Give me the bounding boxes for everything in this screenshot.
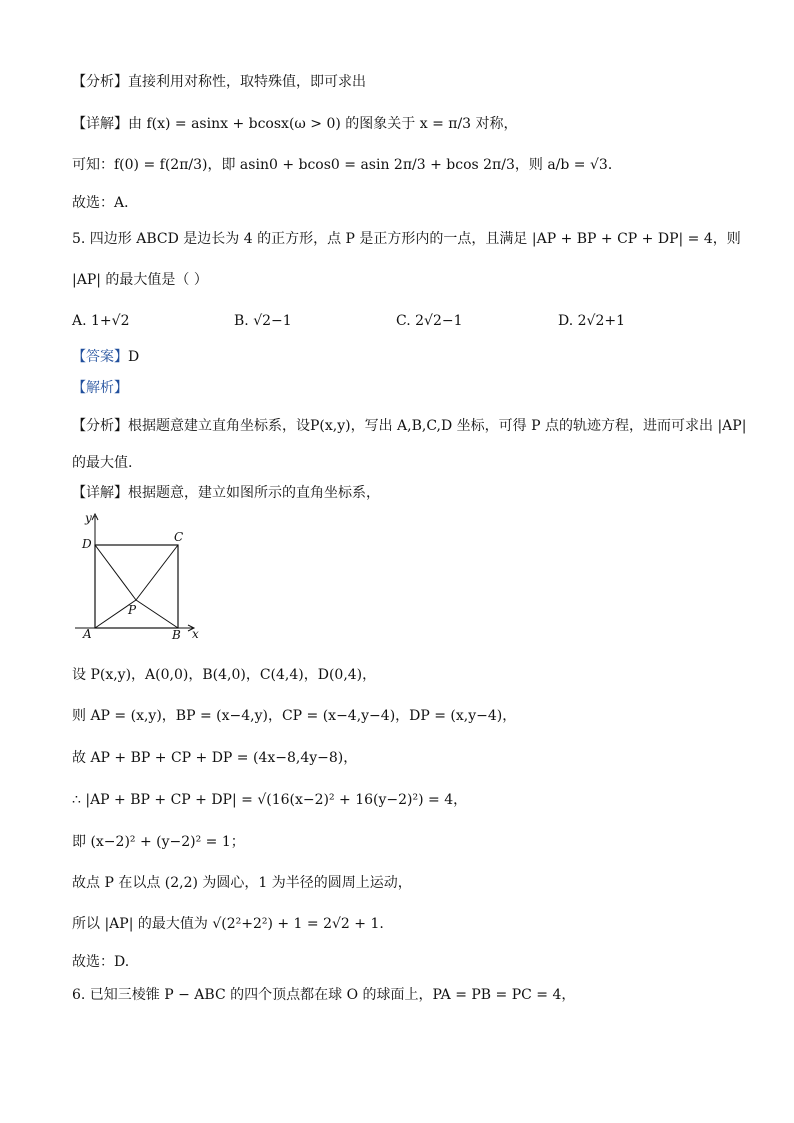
label-c: C xyxy=(174,530,184,544)
analysis-tag: 【分析】 xyxy=(72,74,128,90)
q5-stem-line1: 5. 四边形 ABCD 是边长为 4 的正方形，点 P 是正方形内的一点，且满足 |AP + BP + CP + DP| = 4，则 xyxy=(72,231,741,247)
q5-analysis-text: 根据题意建立直角坐标系，设P(x,y)，写出 A,B,C,D 坐标，可得 P 点的轨迹方程，进而可求出 |AP| xyxy=(128,418,747,434)
q5-detail-tag: 【详解】 xyxy=(72,485,128,501)
q5-stem-line2: |AP| 的最大值是（ ） xyxy=(72,272,208,288)
step-2: 则 AP = (x,y)，BP = (x−4,y)，CP = (x−4,y−4)，DP = (x,y−4)， xyxy=(72,708,517,724)
label-y: y xyxy=(85,511,92,525)
step-4: ∴ |AP + BP + CP + DP| = √(16(x−2)² + 16(y−2)²) = 4， xyxy=(72,792,468,808)
option-d: D. 2√2+1 xyxy=(558,313,626,329)
q5-analysis-line1 xyxy=(72,416,746,436)
label-a: A xyxy=(83,627,92,641)
q5-analysis-tag: 【分析】 xyxy=(72,418,128,434)
step-6: 故点 P 在以点 (2,2) 为圆心，1 为半径的圆周上运动， xyxy=(72,875,412,891)
square-abcd xyxy=(95,545,178,628)
solution-tag: 【解析】 xyxy=(72,380,128,396)
label-p: P xyxy=(128,603,137,617)
step-1: 设 P(x,y)，A(0,0)，B(4,0)，C(4,4)，D(0,4)， xyxy=(72,667,377,683)
segment-bp xyxy=(136,600,178,628)
option-a: A. 1+√2 xyxy=(72,313,130,329)
detail-line xyxy=(72,114,518,134)
analysis-text: 直接利用对称性，取特殊值，即可求出 xyxy=(128,74,366,90)
step-7: 所以 |AP| 的最大值为 √(2²+2²) + 1 = 2√2 + 1. xyxy=(72,916,384,932)
q5-analysis-line2: 的最大值. xyxy=(72,455,133,471)
option-c: C. 2√2−1 xyxy=(396,313,463,329)
label-x: x xyxy=(192,627,199,641)
label-b: B xyxy=(172,628,181,642)
square-coordinate-figure xyxy=(70,510,210,645)
segment-cp xyxy=(136,545,178,600)
detail-text: 由 f(x) = asinx + bcosx(ω > 0) 的图象关于 x = π/3 对称， xyxy=(128,116,518,132)
segment-dp xyxy=(95,545,136,600)
derivation-line: 可知：f(0) = f(2π/3)，即 asin0 + bcos0 = asin 2π/3 + bcos 2π/3，则 a/b = √3． xyxy=(72,157,622,173)
answer-choice-4: 故选：A． xyxy=(72,195,139,211)
analysis-line xyxy=(72,72,366,92)
step-3: 故 AP + BP + CP + DP = (4x−8,4y−8)， xyxy=(72,750,358,766)
label-d: D xyxy=(82,537,92,551)
step-5: 即 (x−2)² + (y−2)² = 1； xyxy=(72,834,245,850)
answer-line xyxy=(72,347,139,367)
answer-value: D xyxy=(128,349,140,365)
q5-detail-intro: 根据题意，建立如图所示的直角坐标系， xyxy=(128,485,380,501)
answer-tag: 【答案】 xyxy=(72,349,128,365)
detail-tag: 【详解】 xyxy=(72,116,128,132)
q6-stem: 6. 已知三棱锥 P − ABC 的四个顶点都在球 O 的球面上，PA = PB = PC = 4， xyxy=(72,987,576,1003)
option-b: B. √2−1 xyxy=(234,313,292,329)
q5-detail-line xyxy=(72,483,380,503)
step-8: 故选：D. xyxy=(72,954,130,970)
